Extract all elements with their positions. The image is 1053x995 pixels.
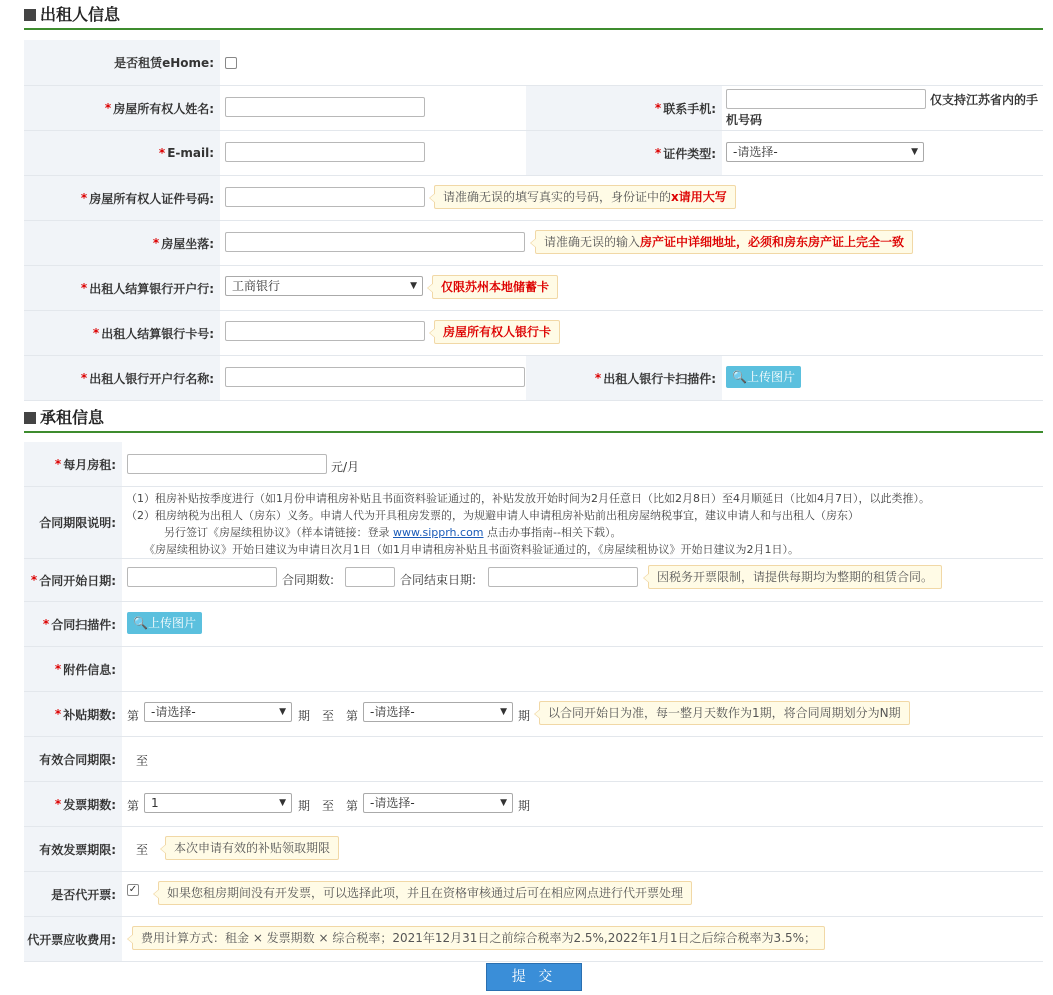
subsidy-to: 至 (322, 709, 335, 723)
fee-tip: 费用计算方式：租金 × 发票期数 × 综合税率；2021年12月31日之前综合税率为2.5%,2022年1月1日之后综合税率为3.5%； (132, 926, 825, 950)
owner-name-input[interactable] (225, 97, 425, 117)
agent-invoice-row (24, 872, 1043, 917)
period-desc-line4: 《房屋续租协议》开始日建议为申请日次月1日（如1月申请租房补贴且书面资料验证通过的，《房屋续租协议》开始日建议为2月1日）。 (144, 543, 799, 556)
term-input[interactable] (345, 567, 395, 587)
contract-scan-upload-button[interactable]: 🔍上传图片 (127, 612, 202, 634)
end-date-label: 合同结束日期: (400, 573, 477, 587)
agent-invoice-label: 是否代开票: (24, 872, 122, 916)
subsidy-start-select[interactable]: -请选择- ▼ (144, 702, 292, 722)
square-icon (24, 412, 36, 424)
id-number-row (24, 176, 1043, 221)
subsidy-suffix-2: 期 (518, 709, 531, 723)
id-type-select[interactable]: -请选择- ▼ (726, 142, 924, 162)
rent-unit: 元/月 (331, 460, 360, 474)
invoice-periods-label: * 发票期数: (24, 782, 122, 826)
bank-name-row (24, 356, 1043, 401)
start-date-input[interactable] (127, 567, 277, 587)
valid-contract-label: 有效合同期限: (24, 737, 122, 781)
invoice-prefix-2: 第 (346, 799, 359, 813)
sipprh-link[interactable]: www.sipprh.com (393, 526, 484, 539)
valid-invoice-tip: 本次申请有效的补贴领取期限 (165, 836, 339, 860)
address-label: * 房屋坐落: (24, 221, 220, 265)
id-number-label: * 房屋所有权人证件号码: (24, 176, 220, 220)
subsidy-suffix: 期 (298, 709, 311, 723)
search-icon: 🔍 (732, 370, 747, 384)
fee-label: 代开票应收费用: (24, 917, 122, 961)
rent-input[interactable] (127, 454, 327, 474)
ehome-row (24, 40, 1043, 86)
card-number-input[interactable] (225, 321, 425, 341)
subsidy-tip: 以合同开始日为准，每一整月天数作为1期，将合同周期划分为N期 (539, 701, 910, 725)
email-input[interactable] (225, 142, 425, 162)
bank-row (24, 266, 1043, 311)
card-number-row (24, 311, 1043, 356)
email-row (24, 131, 1043, 176)
fee-row (24, 917, 1043, 962)
invoice-suffix: 期 (298, 799, 311, 813)
invoice-prefix: 第 (127, 799, 140, 813)
dropdown-arrow-icon: ▼ (410, 281, 417, 291)
bank-name-label: * 出租人银行开户行名称: (24, 356, 220, 400)
agent-invoice-tip: 如果您租房期间没有开发票，可以选择此项，并且在资格审核通过后可在相应网点进行代开票处理 (158, 881, 692, 905)
card-number-label: * 出租人结算银行卡号: (24, 311, 220, 355)
invoice-suffix-2: 期 (518, 799, 531, 813)
mobile-note-line1: 仅支持江苏省内的手 (930, 93, 1039, 107)
ehome-checkbox[interactable] (225, 57, 237, 69)
bank-select[interactable]: 工商银行 ▼ (225, 276, 423, 296)
dropdown-arrow-icon: ▼ (500, 798, 507, 808)
bank-scan-label: * 出租人银行卡扫描件: (526, 356, 722, 400)
card-number-tip: 房屋所有权人银行卡 (434, 320, 560, 344)
end-date-input[interactable] (488, 567, 638, 587)
attachments-label: * 附件信息: (24, 647, 122, 691)
square-icon (24, 9, 36, 21)
subsidy-end-select[interactable]: -请选择- ▼ (363, 702, 513, 722)
agent-invoice-checkbox[interactable] (127, 884, 139, 896)
invoice-periods-row (24, 782, 1043, 827)
subsidy-periods-label: * 补贴期数: (24, 692, 122, 736)
mobile-input[interactable] (726, 89, 926, 109)
dropdown-arrow-icon: ▼ (279, 707, 286, 717)
valid-invoice-row (24, 827, 1043, 872)
valid-contract-row (24, 737, 1043, 782)
ehome-label: 是否租赁eHome: (24, 40, 220, 85)
lease-section-title: 承租信息 (24, 405, 1043, 433)
address-tip: 请准确无误的输入房产证中详细地址，必须和房东房产证上完全一致 (535, 230, 913, 254)
bank-label: * 出租人结算银行开户行: (24, 266, 220, 310)
period-desc-row (24, 487, 1043, 559)
period-desc-label: 合同期限说明: (24, 487, 122, 558)
valid-contract-value: 至 (136, 754, 149, 768)
mobile-label: * 联系手机: (526, 86, 722, 130)
period-desc-line1: （1）租房补贴按季度进行（如1月份申请租房补贴且书面资料验证通过的，补贴发放开始时间为2月任意日（比如2月8日）至4月顺延日（比如4月7日），以此类推）。 (126, 492, 930, 505)
contract-dates-row (24, 559, 1043, 602)
submit-button[interactable]: 提 交 (486, 963, 582, 991)
dropdown-arrow-icon: ▼ (500, 707, 507, 717)
email-label: * E-mail: (24, 131, 220, 175)
owner-name-label: * 房屋所有权人姓名: (24, 86, 220, 130)
search-icon: 🔍 (133, 616, 148, 630)
id-number-tip: 请准确无误的填写真实的号码，身份证中的x请用大写 (434, 185, 736, 209)
id-type-label: * 证件类型: (526, 131, 722, 175)
id-number-input[interactable] (225, 187, 425, 207)
bank-scan-upload-button[interactable]: 🔍上传图片 (726, 366, 801, 388)
start-date-label: * 合同开始日期: (24, 559, 122, 601)
attachments-row (24, 647, 1043, 692)
subsidy-periods-row (24, 692, 1043, 737)
period-desc-line3: 另行签订《房屋续租协议》（样本请链接：登录 www.sipprh.com 点击办事指南--相关下载）。 (164, 526, 622, 539)
invoice-end-select[interactable]: -请选择- ▼ (363, 793, 513, 813)
subsidy-prefix-2: 第 (346, 709, 359, 723)
rent-label: * 每月房租: (24, 442, 122, 486)
invoice-to: 至 (322, 799, 335, 813)
check-icon: ✓ (128, 884, 138, 895)
subsidy-prefix: 第 (127, 709, 140, 723)
landlord-section-title: 出租人信息 (24, 2, 1043, 30)
valid-invoice-value: 至 (136, 843, 149, 857)
contract-date-tip: 因税务开票限制，请提供每期均为整期的租赁合同。 (648, 565, 942, 589)
valid-invoice-label: 有效发票期限: (24, 827, 122, 871)
address-input[interactable] (225, 232, 525, 252)
period-desc-line2: （2）租房纳税为出租人（房东）义务。申请人代为开具租房发票的，为规避申请人申请租房补贴前出租房屋纳税事宜，建议申请人和与出租人（房东） (126, 509, 859, 522)
mobile-note-line2: 机号码 (726, 113, 763, 127)
term-label: 合同期数: (282, 573, 335, 587)
contract-scan-row (24, 602, 1043, 647)
owner-name-row (24, 86, 1043, 131)
contract-scan-label: * 合同扫描件: (24, 602, 122, 646)
rent-row (24, 442, 1043, 487)
dropdown-arrow-icon: ▼ (911, 147, 918, 157)
bank-tip: 仅限苏州本地储蓄卡 (432, 275, 558, 299)
address-row (24, 221, 1043, 266)
dropdown-arrow-icon: ▼ (279, 798, 286, 808)
invoice-start-select[interactable]: 1 ▼ (144, 793, 292, 813)
bank-name-input[interactable] (225, 367, 525, 387)
